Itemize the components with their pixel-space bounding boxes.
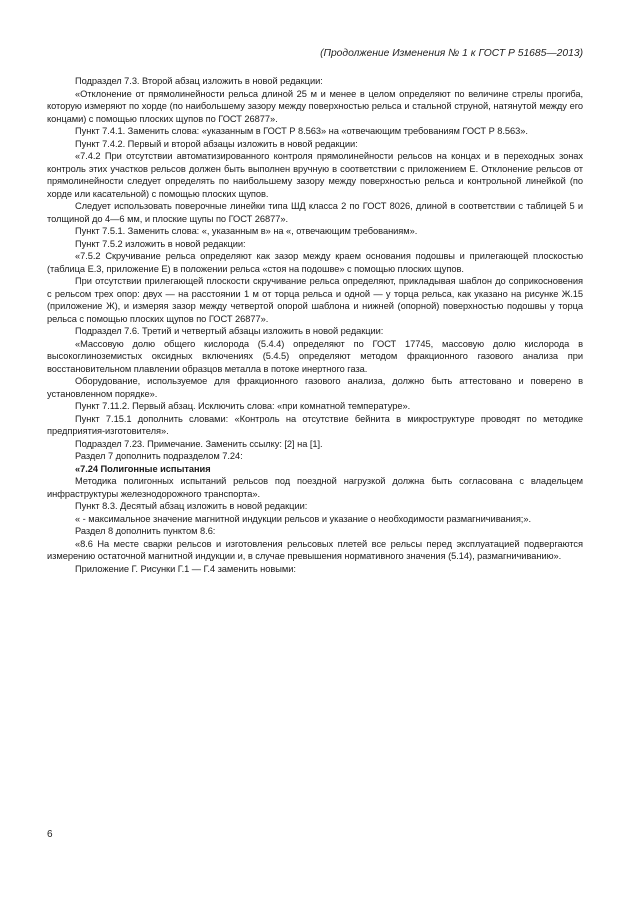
paragraph-8-6-text: «8.6 На месте сварки рельсов и изготовления рельсовых плетей все рельсы перед эксплуатацией подвергаются измерению остаточной магнитной индукции и, в случае превышения нормативного значения (5.14), размагничиванию». <box>47 538 583 561</box>
section-heading-7-24-text: «7.24 Полигонные испытания <box>75 463 211 474</box>
paragraph-7-4-1: Пункт 7.4.1. Заменить слова: «указанным в ГОСТ Р 8.563» на «отвечающим требованиям ГОСТ Р 8.563». <box>75 126 528 136</box>
page-number: 6 <box>47 829 53 840</box>
paragraph-7-4-2-instruction: Пункт 7.4.2. Первый и второй абзацы изложить в новой редакции: <box>75 138 358 149</box>
paragraph-8-3-instruction: Пункт 8.3. Десятый абзац изложить в новой редакции: <box>75 501 308 511</box>
running-header: (Продолжение Изменения № 1 к ГОСТ Р 51685—2013) <box>320 48 583 59</box>
paragraph-7-6-oxygen: «Массовую долю общего кислорода (5.4.4) определяют по ГОСТ 17745, массовую долю кислорода в высокоглиноземистых оксидных включениях (5.4.5) определяют методом фракционного газового анализа при восстановительном плавлении образцов металла в потоке инертного газа. <box>47 338 583 374</box>
paragraph-7-11-2: Пункт 7.11.2. Первый абзац. Исключить слова: «при комнатной температуре». <box>75 401 411 411</box>
paragraph-7-24-text: Методика полигонных испытаний рельсов под поездной нагрузкой должна быть согласована с владельцем инфраструктуры железнодорожного транспорта». <box>47 476 583 499</box>
document-body <box>47 75 583 575</box>
paragraph-7-6-instruction: Подраздел 7.6. Третий и четвертый абзацы изложить в новой редакции: <box>75 326 384 336</box>
paragraph-8-6-instruction: Раздел 8 дополнить пунктом 8.6: <box>75 526 216 536</box>
section-heading-7-24 <box>47 463 583 476</box>
paragraph-7-5-2-instruction: Пункт 7.5.2 изложить в новой редакции: <box>75 238 246 249</box>
paragraph-7-3-instruction: Подраздел 7.3. Второй абзац изложить в новой редакции: <box>75 76 323 86</box>
paragraph-7-4-2-text: «7.4.2 При отсутствии автоматизированного контроля прямолинейности рельсов на концах и в переходных зонах контроль этих участков рельсов должен быть выполнен вручную в соответствии с приложением Е. Отклонение рельсов от прямолинейности следует определять по наибольшему зазору между поверхностью рельса и контрольной линейкой (по хорде или касательной) с помощью плоских щупов. <box>47 151 583 199</box>
paragraph-7-15-1: Пункт 7.15.1 дополнить словами: «Контроль на отсутствие бейнита в микроструктуре проводят по методике предприятия-изготовителя». <box>47 413 583 436</box>
paragraph-appendix-g: Приложение Г. Рисунки Г.1 — Г.4 заменить новыми: <box>75 563 296 574</box>
paragraph-7-6-equipment: Оборудование, используемое для фракционного газового анализа, должно быть аттестовано и поверено в установленном порядке». <box>47 376 583 399</box>
paragraph-7-23: Подраздел 7.23. Примечание. Заменить ссылку: [2] на [1]. <box>75 438 323 449</box>
paragraph-8-3-text: « - максимальное значение магнитной индукции рельсов и указание о необходимости размагничивания;». <box>75 513 531 524</box>
paragraph-7-5-2-text: «7.5.2 Скручивание рельса определяют как зазор между краем основания подошвы и прилегающей плоскостью (таблица Е.3, приложение Е) в положении рельса «стоя на подошве» с помощью плоских щупов. <box>47 251 583 274</box>
paragraph-7-5-1: Пункт 7.5.1. Заменить слова: «, указанным в» на «, отвечающим требованиям». <box>75 226 418 236</box>
paragraph-7-24-instruction: Раздел 7 дополнить подразделом 7.24: <box>75 451 243 461</box>
paragraph-7-3-text: «Отклонение от прямолинейности рельса длиной 25 м и менее в целом определяют по величине стрелы прогиба, которую измеряют по хорде (по наибольшему зазору между поверхностью рельса и стальной струной, натянутой между его концами) с помощью плоских щупов по ГОСТ 26877». <box>47 88 583 124</box>
paragraph-7-4-2-rulers: Следует использовать поверочные линейки типа ШД класса 2 по ГОСТ 8026, длиной в соответствии с таблицей 5 и толщиной до 4—6 мм, и плоские щупы по ГОСТ 26877». <box>47 201 583 224</box>
paragraph-7-5-2-template: При отсутствии прилегающей плоскости скручивание рельса определяют, прикладывая шаблон до соприкосновения с рельсом трех опор: двух — на расстоянии 1 м от торца рельса и одной — у торца рельса, как указано на рисунке Ж.15 (приложение Ж), и измеряя зазор между четвертой опорой шаблона и нижней (опорной) поверхностью подошвы у торца рельса с помощью плоских щупов по ГОСТ 26877». <box>47 276 583 324</box>
